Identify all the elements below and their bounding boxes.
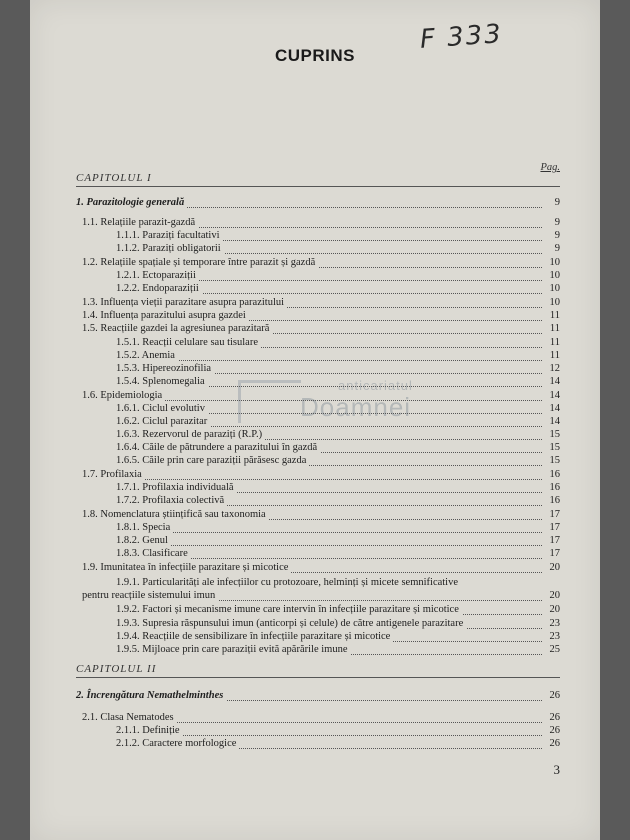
toc-entry-title: 1.1.2. Paraziți obligatorii xyxy=(116,242,224,256)
toc-entry-page: 20 xyxy=(549,590,560,601)
toc-entry-title: 1.9.5. Mijloace prin care paraziții evită apărările imune xyxy=(116,643,350,657)
toc-entry-title: 1.9.1. Particularități ale infecțiilor cu protozoare, helminți și micete semnificative xyxy=(116,576,461,590)
toc-entry xyxy=(76,689,560,703)
toc-entry-title: 1.5.4. Splenomegalia xyxy=(116,375,208,389)
toc-entry xyxy=(76,375,560,389)
toc-entry-title: 1.6.2. Ciclul parazitar xyxy=(116,415,210,429)
toc-entry xyxy=(76,296,560,310)
toc-entry xyxy=(76,229,560,243)
chapter-rule-2 xyxy=(76,677,560,678)
toc-entry-page: 14 xyxy=(549,390,560,401)
toc-entry xyxy=(76,576,560,590)
toc-entry-title: 1.8.3. Clasificare xyxy=(116,547,191,561)
toc-entry-page: 9 xyxy=(554,243,560,254)
toc-entry-page: 15 xyxy=(549,455,560,466)
toc-entry-page: 10 xyxy=(549,270,560,281)
handwritten-note: F 333 xyxy=(419,19,504,55)
toc-entry-page: 11 xyxy=(549,337,560,348)
toc-entry xyxy=(76,508,560,522)
toc-entry xyxy=(76,389,560,403)
toc-leader-dots xyxy=(82,478,542,480)
toc-entry-page: 20 xyxy=(549,604,560,615)
toc-entry xyxy=(76,415,560,429)
toc-entry-page: 15 xyxy=(549,429,560,440)
toc-entry xyxy=(76,336,560,350)
toc-entry-page: 11 xyxy=(549,323,560,334)
toc-entry xyxy=(76,561,560,575)
toc-entry xyxy=(76,547,560,561)
toc-entry-page: 26 xyxy=(549,712,560,723)
toc-entry xyxy=(76,724,560,738)
toc-entry-page: 26 xyxy=(549,690,560,701)
chapter-heading-1: CAPITOLUL I xyxy=(76,172,152,184)
toc-entry-title: 1.7.1. Profilaxia individuală xyxy=(116,481,237,495)
toc-entry-page: 14 xyxy=(549,416,560,427)
toc-entry-title: 2.1.1. Definiție xyxy=(116,724,183,738)
toc-entry xyxy=(76,481,560,495)
toc-entry-page: 10 xyxy=(549,257,560,268)
toc-entry-page: 9 xyxy=(554,197,560,208)
toc-entry xyxy=(76,196,560,210)
toc-entry xyxy=(76,441,560,455)
toc-entry xyxy=(76,256,560,270)
toc-entry-page: 20 xyxy=(549,562,560,573)
toc-entry-title: 1.5.3. Hipereozinofilia xyxy=(116,362,214,376)
toc-entry-title: 1.6.3. Rezervorul de paraziți (R.P.) xyxy=(116,428,265,442)
toc-entry-page: 17 xyxy=(549,522,560,533)
toc-entry-page: 14 xyxy=(549,403,560,414)
toc-entry-page: 11 xyxy=(549,350,560,361)
toc-entry xyxy=(76,589,560,603)
toc-entry-title: 1.2. Relațiile spațiale și temporare între parazit și gazdă xyxy=(82,256,318,270)
toc-entry-title: 1.3. Influența vieții parazitare asupra parazitului xyxy=(82,296,287,310)
chapter-heading-2: CAPITOLUL II xyxy=(76,663,157,675)
toc-entry-title: 2. Încrengătura Nemathelminthes xyxy=(76,689,226,703)
toc-entry-title: 1.8.2. Genul xyxy=(116,534,171,548)
toc-entry-title: 1.9.4. Reacțiile de sensibilizare în infecțiile parazitare și micotice xyxy=(116,630,393,644)
toc-entry-title: pentru reacțiile sistemului imun xyxy=(82,589,218,603)
toc-entry-page: 23 xyxy=(549,618,560,629)
toc-entry-title: 1. Parazitologie generală xyxy=(76,196,187,210)
toc-entry-title: 1.5.2. Anemia xyxy=(116,349,178,363)
toc-entry-title: 1.1.1. Paraziți facultativi xyxy=(116,229,223,243)
toc-entry-page: 10 xyxy=(549,283,560,294)
toc-entry xyxy=(76,216,560,230)
toc-entry-title: 2.1. Clasa Nematodes xyxy=(82,711,177,725)
page-number: 3 xyxy=(553,762,560,777)
toc-entry-title: 1.6.5. Căile prin care paraziții părăsesc gazda xyxy=(116,454,309,468)
page-column-header: Pag. xyxy=(540,162,560,173)
toc-entry-title: 1.5. Reacțiile gazdei la agresiunea parazitară xyxy=(82,322,272,336)
toc-entry xyxy=(76,534,560,548)
toc-entry-page: 11 xyxy=(549,310,560,321)
toc-entry-page: 26 xyxy=(549,738,560,749)
toc-entry-title: 1.8.1. Specia xyxy=(116,521,173,535)
toc-leader-dots xyxy=(116,531,542,533)
book-page xyxy=(30,0,600,840)
toc-entry-page: 15 xyxy=(549,442,560,453)
toc-entry-page: 17 xyxy=(549,535,560,546)
toc-entry-page: 23 xyxy=(549,631,560,642)
toc-entry xyxy=(76,617,560,631)
toc-entry-title: 1.6. Epidemiologia xyxy=(82,389,165,403)
toc-entry-title: 1.4. Influența parazitului asupra gazdei xyxy=(82,309,249,323)
toc-entry xyxy=(76,737,560,751)
toc-entry-page: 17 xyxy=(549,548,560,559)
toc-entry-page: 16 xyxy=(549,495,560,506)
toc-entry-title: 1.1. Relațiile parazit-gazdă xyxy=(82,216,198,230)
watermark-big-text: Doamnei xyxy=(300,392,412,422)
toc-entry-page: 9 xyxy=(554,230,560,241)
toc-entry-title: 1.7. Profilaxia xyxy=(82,468,145,482)
toc-entry-page: 10 xyxy=(549,297,560,308)
toc-entry-page: 9 xyxy=(554,217,560,228)
toc-entry xyxy=(76,362,560,376)
toc-entry xyxy=(76,428,560,442)
watermark-small-text: anticariatul xyxy=(338,378,413,393)
toc-entry-title: 1.6.4. Căile de pătrundere a parazitului în gazdă xyxy=(116,441,320,455)
toc-entry xyxy=(76,309,560,323)
chapter-rule-1 xyxy=(76,186,560,187)
toc-entry xyxy=(76,711,560,725)
toc-entry xyxy=(76,521,560,535)
toc-entry xyxy=(76,402,560,416)
toc-entry-page: 26 xyxy=(549,725,560,736)
toc-entry xyxy=(76,468,560,482)
toc-entry xyxy=(76,349,560,363)
toc-entry-page: 14 xyxy=(549,376,560,387)
toc-entry-title: 1.9.3. Supresia răspunsului imun (anticorpi și celule) de către antigenele parazitare xyxy=(116,617,466,631)
toc-entry xyxy=(76,643,560,657)
toc-entry xyxy=(76,454,560,468)
toc-entry xyxy=(76,494,560,508)
toc-entry-page: 12 xyxy=(549,363,560,374)
toc-leader-dots xyxy=(116,359,542,361)
toc-entry xyxy=(76,630,560,644)
toc-entry xyxy=(76,603,560,617)
toc-entry-title: 1.7.2. Profilaxia colectivă xyxy=(116,494,227,508)
toc-entry-page: 17 xyxy=(549,509,560,520)
toc-entry xyxy=(76,269,560,283)
toc-entry xyxy=(76,242,560,256)
toc-entry-page: 16 xyxy=(549,482,560,493)
toc-entry xyxy=(76,322,560,336)
page-title: CUPRINS xyxy=(274,46,355,65)
toc-leader-dots xyxy=(116,544,542,546)
toc-entry-title: 1.9.2. Factori și mecanisme imune care intervin în infecțiile parazitare și micotice xyxy=(116,603,462,617)
toc-entry-title: 1.2.2. Endoparaziții xyxy=(116,282,202,296)
toc-entry-page: 16 xyxy=(549,469,560,480)
toc-entry-title: 1.9. Imunitatea în infecțiile parazitare și micotice xyxy=(82,561,291,575)
toc-entry xyxy=(76,282,560,296)
toc-entry-title: 1.2.1. Ectoparaziții xyxy=(116,269,199,283)
toc-entry-title: 1.5.1. Reacții celulare sau tisulare xyxy=(116,336,261,350)
toc-entry-page: 25 xyxy=(549,644,560,655)
toc-entry-title: 1.8. Nomenclatura științifică sau taxonomia xyxy=(82,508,269,522)
toc-entry-title: 1.6.1. Ciclul evolutiv xyxy=(116,402,208,416)
toc-entry-title: 2.1.2. Caractere morfologice xyxy=(116,737,239,751)
